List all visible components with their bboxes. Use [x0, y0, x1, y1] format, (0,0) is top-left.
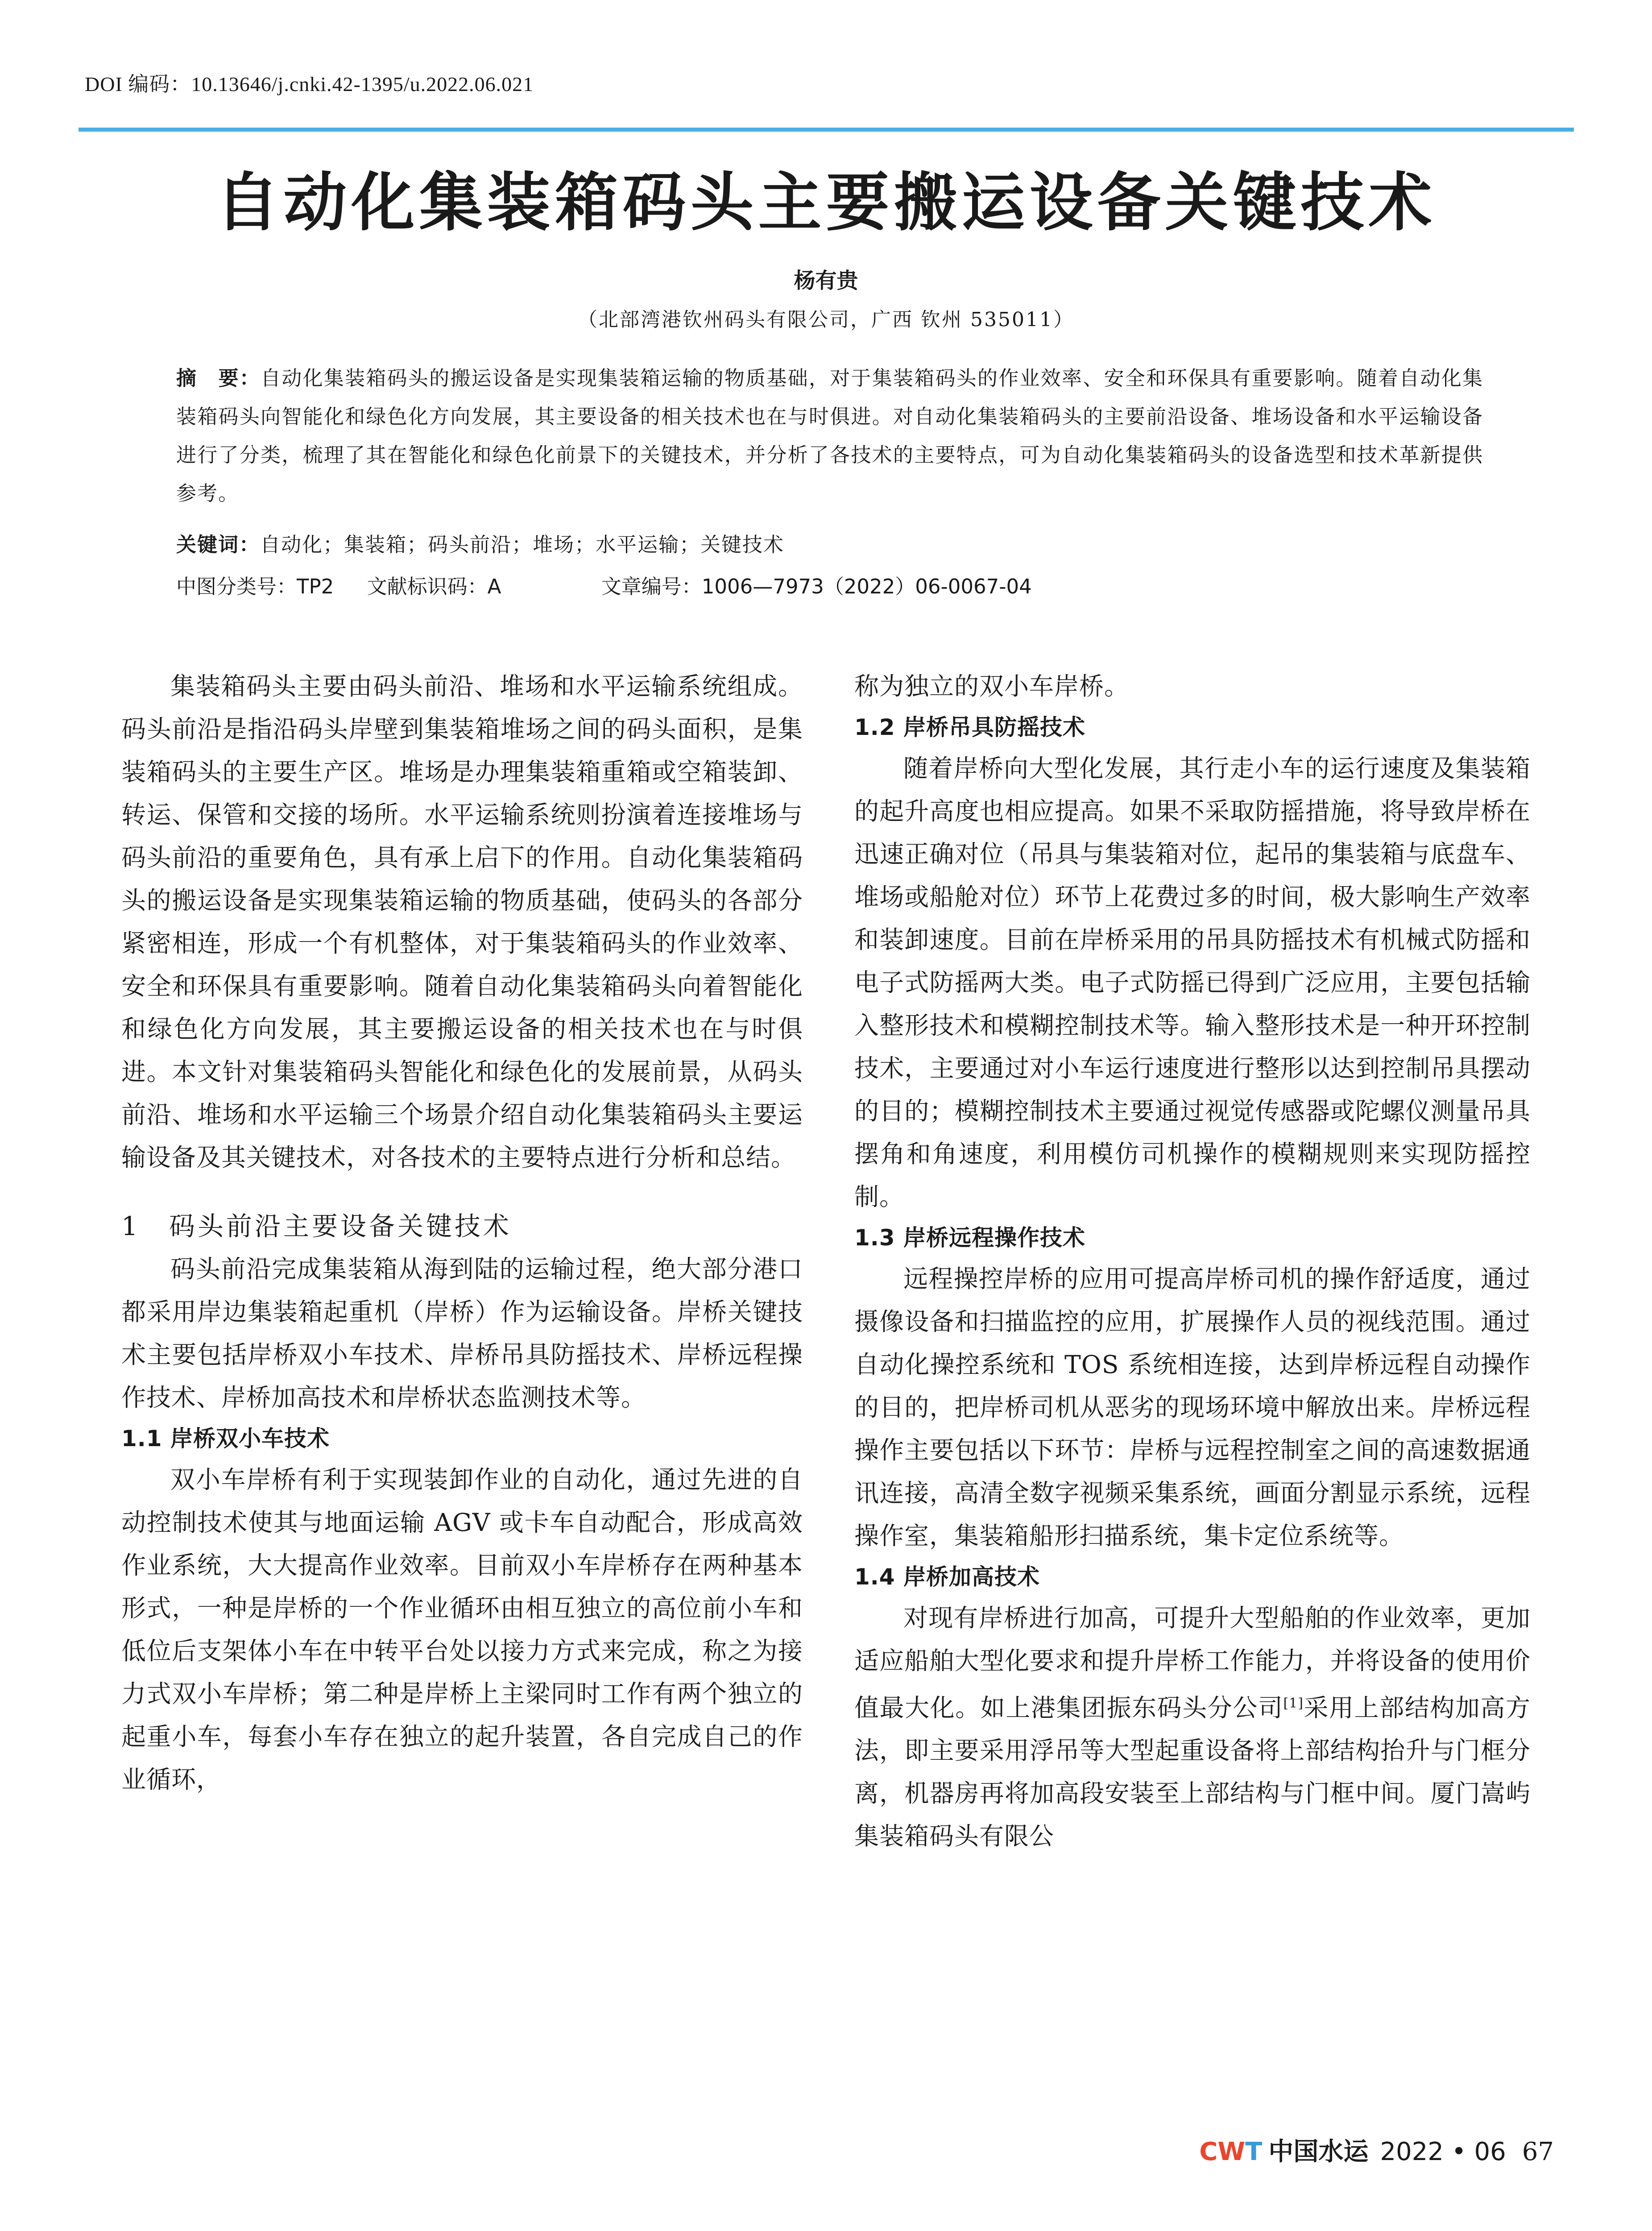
issue-number: 2022 • 06: [1380, 2137, 1506, 2166]
header-rule: [79, 128, 1574, 132]
continued-paragraph: 称为独立的双小车岸桥。: [854, 672, 1130, 701]
keywords: [176, 528, 1483, 557]
cwt-logo-t: T: [1245, 2137, 1263, 2166]
article-number: 文章编号：1006—7973（2022）06-0067-04: [601, 575, 1032, 598]
subsection-heading-1-4: 1.4 岸桥加高技术: [854, 1564, 1040, 1590]
subsection-heading-1-1: 1.1 岸桥双小车技术: [121, 1426, 330, 1451]
keywords-text: 自动化；集装箱；码头前沿；堆场；水平运输；关键技术: [260, 533, 785, 556]
keywords-label: 关键词：: [176, 533, 261, 556]
intro-paragraph: 集装箱码头主要由码头前沿、堆场和水平运输系统组成。码头前沿是指沿码头岸壁到集装箱堆场之间的码头面积，是集装箱码头的主要生产区。堆场是办理集装箱重箱或空箱装卸、转运、保管和交接的场所。水平运输系统则扮演着连接堆场与码头前沿的重要角色，具有承上启下的作用。自动化集装箱码头的搬运设备是实现集装箱运输的物质基础，使码头的各部分紧密相连，形成一个有机整体，对于集装箱码头的作业效率、安全和环保具有重要影响。随着自动化集装箱码头向着智能化和绿色化方向发展，其主要搬运设备的相关技术也在与时俱进。本文针对集装箱码头智能化和绿色化的发展前景，从码头前沿、堆场和水平运输三个场景介绍自动化集装箱码头主要运输设备及其关键技术，对各技术的主要特点进行分析和总结。: [121, 672, 803, 1172]
subsection-heading-1-3: 1.3 岸桥远程操作技术: [854, 1225, 1085, 1251]
cwt-logo-cw: CW: [1199, 2137, 1246, 2166]
doi-line: DOI 编码：10.13646/j.cnki.42-1395/u.2022.06.021: [85, 73, 534, 95]
subsection-1-3-paragraph: 远程操控岸桥的应用可提高岸桥司机的操作舒适度，通过摄像设备和扫描监控的应用，扩展操作人员的视线范围。通过自动化操控系统和 TOS 系统相连接，达到岸桥远程自动操作的目的，把岸桥司机从恶劣的现场环境中解放出来。岸桥远程操作主要包括以下环节：岸桥与远程控制室之间的高速数据通讯连接，高清全数字视频采集系统，画面分割显示系统，远程操作室，集装箱船形扫描系统，集卡定位系统等。: [854, 1265, 1531, 1550]
article-title: 自动化集装箱码头主要搬运设备关键技术: [215, 166, 1437, 240]
subsection-1-2-paragraph: 随着岸桥向大型化发展，其行走小车的运行速度及集装箱的起升高度也相应提高。如果不采取防摇措施，将导致岸桥在迅速正确对位（吊具与集装箱对位，起吊的集装箱与底盘车、堆场或船舱对位）环节上花费过多的时间，极大影响生产效率和装卸速度。目前在岸桥采用的吊具防摇技术有机械式防摇和电子式防摇两大类。电子式防摇已得到广泛应用，主要包括输入整形技术和模糊控制技术等。输入整形技术是一种开环控制技术，主要通过对小车运行速度进行整形以达到控制吊具摆动的目的；模糊控制技术主要通过视觉传感器或陀螺仪测量吊具摆角和角速度，利用模仿司机操作的模糊规则来实现防摇控制。: [854, 754, 1531, 1211]
abstract-text: 自动化集装箱码头的搬运设备是实现集装箱运输的物质基础，对于集装箱码头的作业效率、安全和环保具有重要影响。随着自动化集装箱码头向智能化和绿色化方向发展，其主要设备的相关技术也在与时俱进。对自动化集装箱码头的主要前沿设备、堆场设备和水平运输设备进行了分类，梳理了其在智能化和绿色化前景下的关键技术，并分析了各技术的主要特点，可为自动化集装箱码头的设备选型和技术革新提供参考。: [176, 366, 1483, 505]
abstract: [176, 359, 1483, 513]
clc-number: 中图分类号：TP2: [176, 575, 334, 598]
page-footer: [1199, 2132, 1554, 2168]
article-meta: [176, 570, 1483, 599]
page-number: 67: [1522, 2137, 1554, 2166]
section-1-paragraph: 码头前沿完成集装箱从海到陆的运输过程，绝大部分港口都采用岸边集装箱起重机（岸桥）作为运输设备。岸桥关键技术主要包括岸桥双小车技术、岸桥吊具防摇技术、岸桥远程操作技术、岸桥加高技术和岸桥状态监测技术等。: [121, 1255, 803, 1412]
abstract-label: 摘 要：: [176, 366, 261, 390]
body-column-left: [121, 665, 803, 1801]
subsection-heading-1-2: 1.2 岸桥吊具防摇技术: [854, 714, 1085, 740]
cwt-logo: [1199, 2137, 1262, 2166]
section-heading-1: 1 码头前沿主要设备关键技术: [121, 1211, 512, 1241]
subsection-1-4-paragraph: [854, 1597, 1531, 1858]
citation-ref-1[interactable]: [1]: [1283, 1696, 1304, 1711]
subsection-1-1-paragraph: 双小车岸桥有利于实现装卸作业的自动化，通过先进的自动控制技术使其与地面运输 AGV 或卡车自动配合，形成高效作业系统，大大提高作业效率。目前双小车岸桥存在两种基本形式，一种是岸桥的一个作业循环由相互独立的高位前小车和低位后支架体小车在中转平台处以接力方式来完成，称之为接力式双小车岸桥；第二种是岸桥上主梁同时工作有两个独立的起重小车，每套小车存在独立的起升装置，各自完成自己的作业循环，: [121, 1465, 803, 1794]
subsection-1-4-text-b: 采用上部结构加高方法，即主要采用浮吊等大型起重设备将上部结构抬升与门框分离，机器房再将加高段安装至上部结构与门框中间。厦门嵩屿集装箱码头有限公: [854, 1693, 1531, 1851]
subsection-1-4-text-a: 对现有岸桥进行加高，可提升大型船舶的作业效率，更加适应船舶大型化要求和提升岸桥工作能力，并将设备的使用价值最大化。如上港集团振东码头分公司: [854, 1604, 1531, 1722]
magazine-name: 中国水运: [1268, 2137, 1369, 2166]
author-name: 杨有贵: [794, 268, 858, 293]
body-column-right: [854, 665, 1531, 1858]
document-code: 文献标识码：A: [367, 575, 501, 598]
author-affiliation: （北部湾港钦州码头有限公司，广西 钦州 535011）: [578, 308, 1074, 331]
